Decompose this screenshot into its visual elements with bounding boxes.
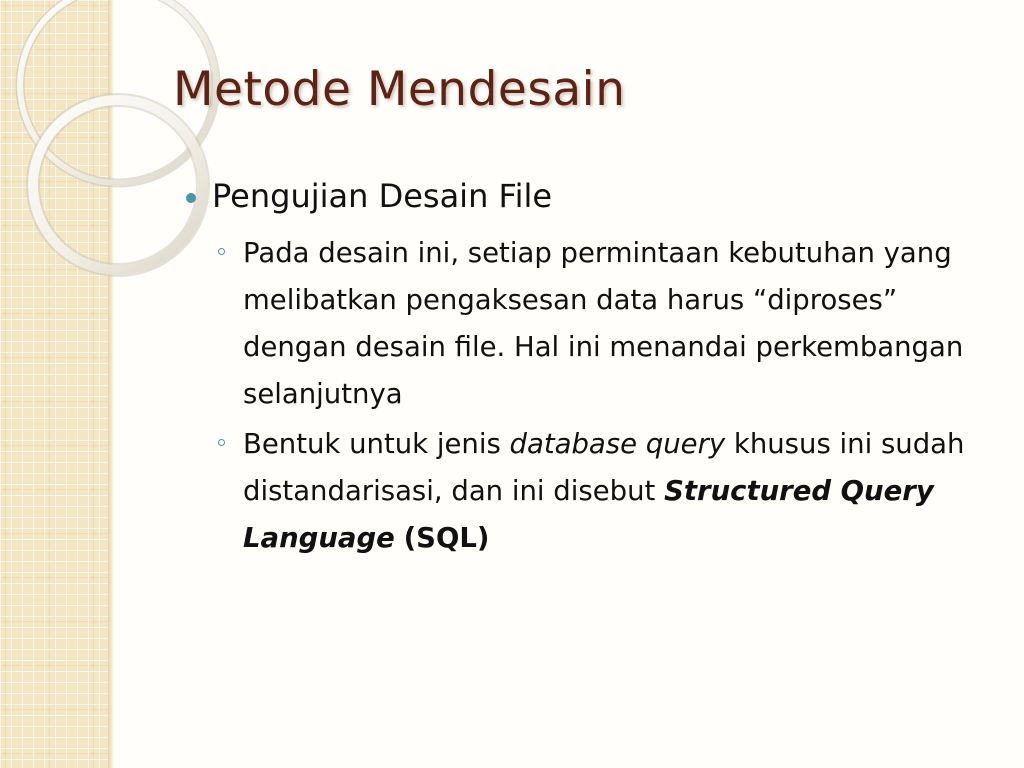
sub-bullet-text-part: khusus ini sudah distandarisasi, dan ini disebut [243, 428, 965, 507]
sub-bullet-text-part [395, 522, 404, 554]
ring-bullet-icon [218, 248, 225, 255]
bullet-level-1 [186, 172, 996, 220]
ring-bullet-icon [218, 439, 225, 446]
decorative-rings-icon [0, 0, 200, 300]
italic-term: database query [509, 428, 726, 460]
slide-content [186, 172, 996, 562]
sub-bullet-1 [186, 230, 996, 418]
filled-dot-bullet-icon [186, 193, 196, 203]
sub-bullet-text-part: Bentuk untuk jenis [243, 428, 510, 460]
slide-title: Metode Mendesain [173, 62, 626, 117]
bullet-text: Pengujian Desain File [212, 177, 553, 215]
bold-italic-term: Structured Query Language [243, 475, 934, 554]
sub-bullet-text: Pada desain ini, setiap permintaan kebutuhan yang melibatkan pengaksesan data harus “diproses” dengan desain file. Hal ini menandai perkembangan selanjutnya [243, 237, 964, 410]
sub-bullet-2 [186, 421, 996, 562]
bold-acronym: (SQL) [403, 522, 490, 554]
